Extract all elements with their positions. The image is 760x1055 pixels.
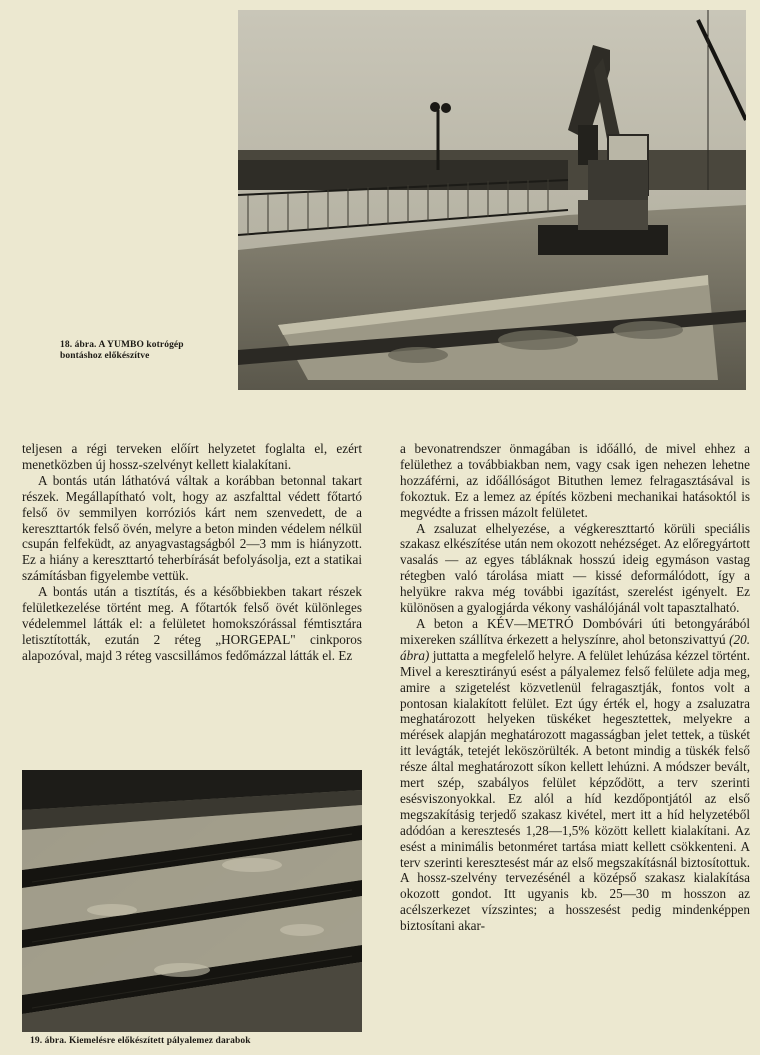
figure-18-caption <box>60 340 236 362</box>
left-paragraph-2: A bontás után láthatóvá váltak a korábban betonnal takart részek. Megállapítható volt, hogy az aszfalttal védett főtartó felső öv semmilyen korróziós kárt nem szenvedett, de a kereszttartók felső övén, melyre a beton minden védelem nélkül csupán felfeküdt, az anyagvastagságból 2—3 mm is hiányzott. Ez a hiány a kereszttartó teherbírását befolyásolja, ezt a statikai számításban figyelembe vettük. <box>22 472 362 584</box>
right-text-column <box>400 441 750 934</box>
right-paragraph-1: a bevonatrendszer önmagában is időálló, de mivel ehhez a felülethez a továbbiakban nem, vagy csak igen nehezen lehetne hozzáférni, az időállóságot Bituthen lemez felragasztásával is fokoztuk. Ez a lemez az építés közbeni mechanikai hatásoktól is megvédte a frissen mázolt felületet. <box>400 441 750 520</box>
right-paragraph-3 <box>400 616 750 934</box>
figure-20-reference: (20. ábra) <box>400 631 750 663</box>
figure-19-caption: 19. ábra. Kiemelésre előkészített pályalemez darabok <box>30 1036 251 1046</box>
deck-panels-photo <box>22 770 362 1032</box>
right-paragraph-2: A zsaluzat elhelyezése, a végkereszttartó körüli speciális szakasz elkészítése után nem okozott nehézséget. Az előregyártott vasalás — az egyes tábláknak hosszú ideig egymáson vastag rétegben való tárolása miatt — kissé deformálódott, így a helyükre rakva még további igazítást, szerelést igényelt. Ez különösen a gyalogjárda vékony vashálójánál volt tapasztalható. <box>400 520 750 616</box>
left-paragraph-1: teljesen a régi terveken előírt helyzetet foglalta el, ezért menetközben új hossz-szelvényt kellett kialakítani. <box>22 441 362 472</box>
left-paragraph-3: A bontás után a tisztítás, és a későbbiekben takart részek felületkezelése történt meg. A főtartók felső övét különleges védelemmel látták el: a felületet homokszórással fémtisztára letisztították, ezután 2 réteg „HORGEPAL" cinkporos alapozóval, majd 3 réteg vascsillámos fedőmázzal látták el. Ez <box>22 584 362 663</box>
figure-18-caption-line-2: bontáshoz előkészítve <box>60 351 150 361</box>
right-paragraph-3-part-b: juttatta a megfelelő helyre. A felület lehúzása kézzel történt. Mivel a keresztirányú esést a pályalemez felső felülete adja meg, amire a szigetelést közvetlenül felragasztják, fontos volt a pontosan kialakított felület. Ezt úgy érték el, hogy a zsaluzatra meghatározott helyeken tüskéket hegesztettek, melyekre a mérések alapján meghatározott magasságban jelet tettek, a tüskét itt levágták, tetejét leköszörülték. A betont mindig a tüskék felső része által meghatározott síkon kellett lehúzni. A módszer bevált, mert szép, szabályos felület képződött, a terv szerinti esésviszonyokkal. Ez alól a híd kezdőpontjától az első megszakításig terjedő szakasz kivétel, mert itt a híd helyzetéből adódóan a keresztesés 1,28—1,5% között kellett kialakítani. Az esést a minimális betonméret tartása miatt kellett csökkenteni. A terv szerinti keresztesést már az első megszakításnál biztosítottuk. A hossz-szelvény tervezésénél a középső szakasz kialakítása okozott gondot. Itt ugyanis kb. 25—30 m hosszon az acélszerkezet vízszintes; a hosszesést pedig mindenképpen biztosítani akar- <box>400 647 750 934</box>
left-text-column <box>22 441 362 664</box>
figure-18-caption-line-1: 18. ábra. A YUMBO kotrógép <box>60 340 184 350</box>
figure-19-photo <box>22 770 362 1032</box>
right-paragraph-3-part-a: A beton a KÉV—METRÓ Dombóvári úti betongyárából mixereken szállítva érkezett a helyszínre, ahol betonszivattyú <box>400 615 750 647</box>
excavator-photo <box>238 10 746 390</box>
figure-18-photo <box>238 10 746 390</box>
